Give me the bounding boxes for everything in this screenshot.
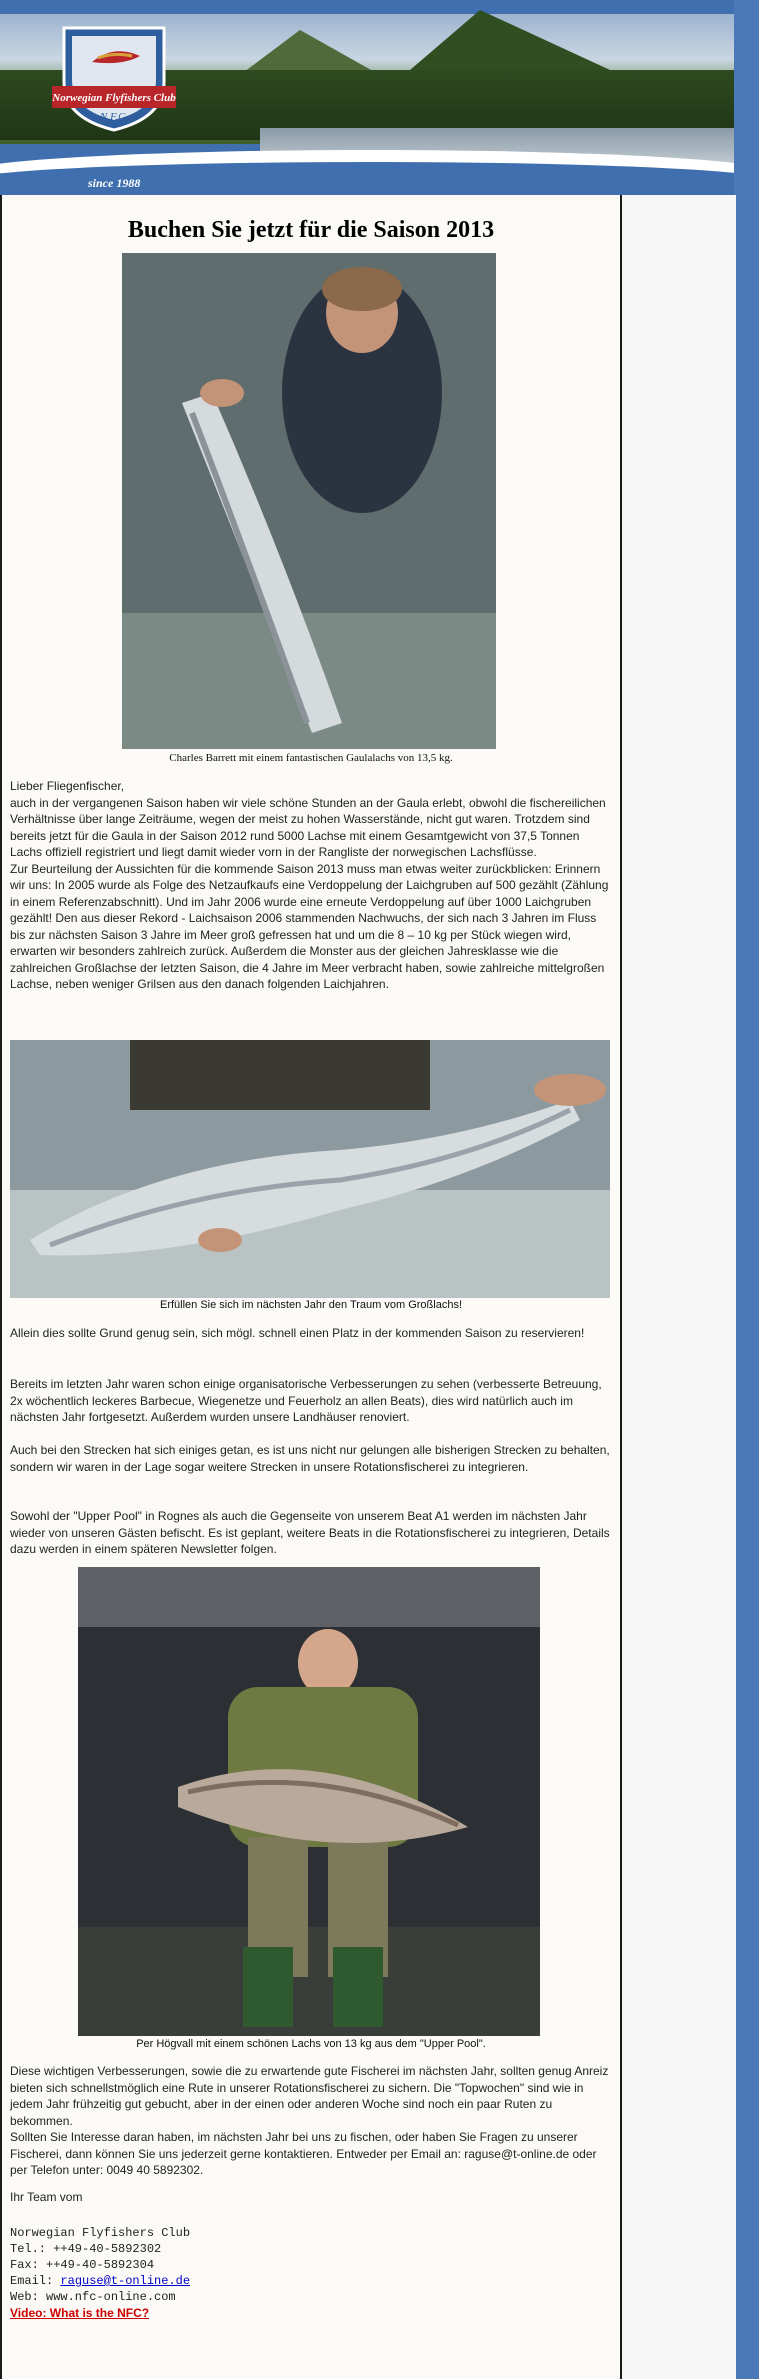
paragraph-beats: Auch bei den Strecken hat sich einiges getan, es ist uns nicht nur gelungen alle bisherigen Strecken zu behalten, sondern wir waren in der Lage sogar weitere Strecken in unsere Rotationsfischerei zu integrieren.: [10, 1443, 610, 1474]
photo-3-caption: Per Högvall mit einem schönen Lachs von 13 kg aus dem "Upper Pool".: [136, 2038, 486, 2050]
paragraph-improvements: Bereits im letzten Jahr waren schon einige organisatorische Verbesserungen zu sehen (verbesserte Betreuung, 2x wöchentlich leckeres Barbecue, Wiegenetze und Feuerholz an allen Beats), dies wird natürlich auch im nächsten Jahr fortgesetzt. Außerdem wurden unsere Landhäuser renoviert.: [10, 1377, 602, 1424]
club-name-text: Norwegian Flyfishers Club: [52, 92, 176, 104]
content-area: [2, 195, 620, 2379]
header-banner: [0, 0, 734, 195]
since-text: since 1988: [88, 176, 141, 190]
right-sidebar: [620, 195, 736, 2379]
page-title: Buchen Sie jetzt für die Saison 2013: [127, 217, 495, 243]
photo-3-image: [78, 1567, 540, 2036]
paragraph-upper-pool: Sowohl der "Upper Pool" in Rognes als auch die Gegenseite von unserem Beat A1 werden im nächsten Jahr wieder von unseren Gästen befischt. Es ist geplant, weitere Beats in die Rotationsfischerei zu integrieren, Details dazu werden in einem späteren Newsletter folgen.: [10, 1509, 610, 1556]
signature-org: Norwegian Flyfishers Club: [10, 2226, 191, 2240]
signature-tel: Tel.: ++49-40-5892302: [10, 2242, 162, 2256]
photo-salmon-3: [78, 1567, 540, 2036]
photo-salmon-1: [122, 253, 496, 749]
signature-email-label: Email:: [10, 2274, 61, 2288]
paragraph-intro: Lieber Fliegenfischer, auch in der vergangenen Saison haben wir viele schöne Stunden an der Gaula erlebt, obwohl die fischereilichen Verhältnisse über lange Zeiträume, wegen der meist zu hohen Wasserstände, nicht gut waren. Trotzdem sind bereits jetzt für die Gaula in der Saison 2012 rund 5000 Lachse mit einem Gesamtgewicht von 37,5 Tonnen Lachs offiziell registriert und liegt damit wieder vorn in der Rangliste der norwegischen Lachsflüsse. Zur Beurteilung der Aussichten für die kommende Saison 2013 muss man etwas weiter zurückblicken: Erinnern wir uns: In 2005 wurde als Folge des Netzaufkaufs eine Verdoppelung der Laichgruben auf 500 gezählt (Zählung in einem Referenzabschnitt). Und im Jahr 2006 wurde eine erneute Verdoppelung auf über 1000 Laichgruben gezählt! Den aus dieser Rekord - Laichsaison 2006 stammenden Nachwuchs, der sich nach 3 Jahren im Fluss bis zur nächsten Saison 3 Jahre im Meer groß gefressen hat und um die 8 – 10 kg per Stück wiegen wird, erwarten wir besonders zahlreich zurück. Außerdem die Monster aus der gleichen Jahresklasse wie die zahlreichen Großlachse der letzten Saison, die 4 Jahre im Meer verbracht haben, sowie zahlreiche mittelgroßen Lachse, neben weniger Grilsen aus den danach folgenden Laichjahren.: [10, 779, 609, 991]
right-accent-strip: [734, 0, 759, 2379]
paragraph-team: Ihr Team vom: [10, 2190, 83, 2204]
signature-email-line: [10, 2273, 614, 2289]
signature-fax: Fax: ++49-40-5892304: [10, 2258, 155, 2272]
email-link[interactable]: raguse@t-online.de: [60, 2274, 191, 2288]
club-logo: [52, 22, 176, 134]
paragraph-contact: Sollten Sie Interesse daran haben, im nächsten Jahr bei uns zu fischen, oder haben Sie Fragen zu unserer Fischerei, dann können Sie uns jederzeit gerne kontaktieren. Entweder per Email an: raguse@t-online.de oder per Telefon unter: 0049 40 5892302.: [10, 2130, 597, 2177]
photo-salmon-2: [10, 1040, 610, 1298]
paragraph-reserve: Allein dies sollte Grund genug sein, sich mögl. schnell einen Platz in der kommenden Saison zu reservieren!: [10, 1326, 585, 1340]
photo-1-image: [122, 253, 496, 749]
photo-1-caption: Charles Barrett mit einem fantastischen Gaulalachs von 13,5 kg.: [169, 752, 453, 764]
video-link[interactable]: Video: What is the NFC?: [10, 2306, 150, 2320]
photo-2-image: [10, 1040, 610, 1298]
monogram-text: N.F.C.: [99, 111, 129, 123]
photo-2-caption: Erfüllen Sie sich im nächsten Jahr den Traum vom Großlachs!: [159, 1299, 462, 1311]
signature-block: [10, 2225, 614, 2322]
paragraph-incentive: Diese wichtigen Verbesserungen, sowie die zu erwartende gute Fischerei im nächsten Jahr, sollten genug Anreiz bieten sich schnellstmöglich eine Rute in unserer Rotationsfischerei zu sichern. Die "Topwochen" sind wie in jedem Jahr frühzeitig gut gebucht, aber in der einen oder anderen Woche sind noch ein paar Ruten zu bekommen.: [10, 2064, 609, 2128]
signature-web: Web: www.nfc-online.com: [10, 2290, 176, 2304]
